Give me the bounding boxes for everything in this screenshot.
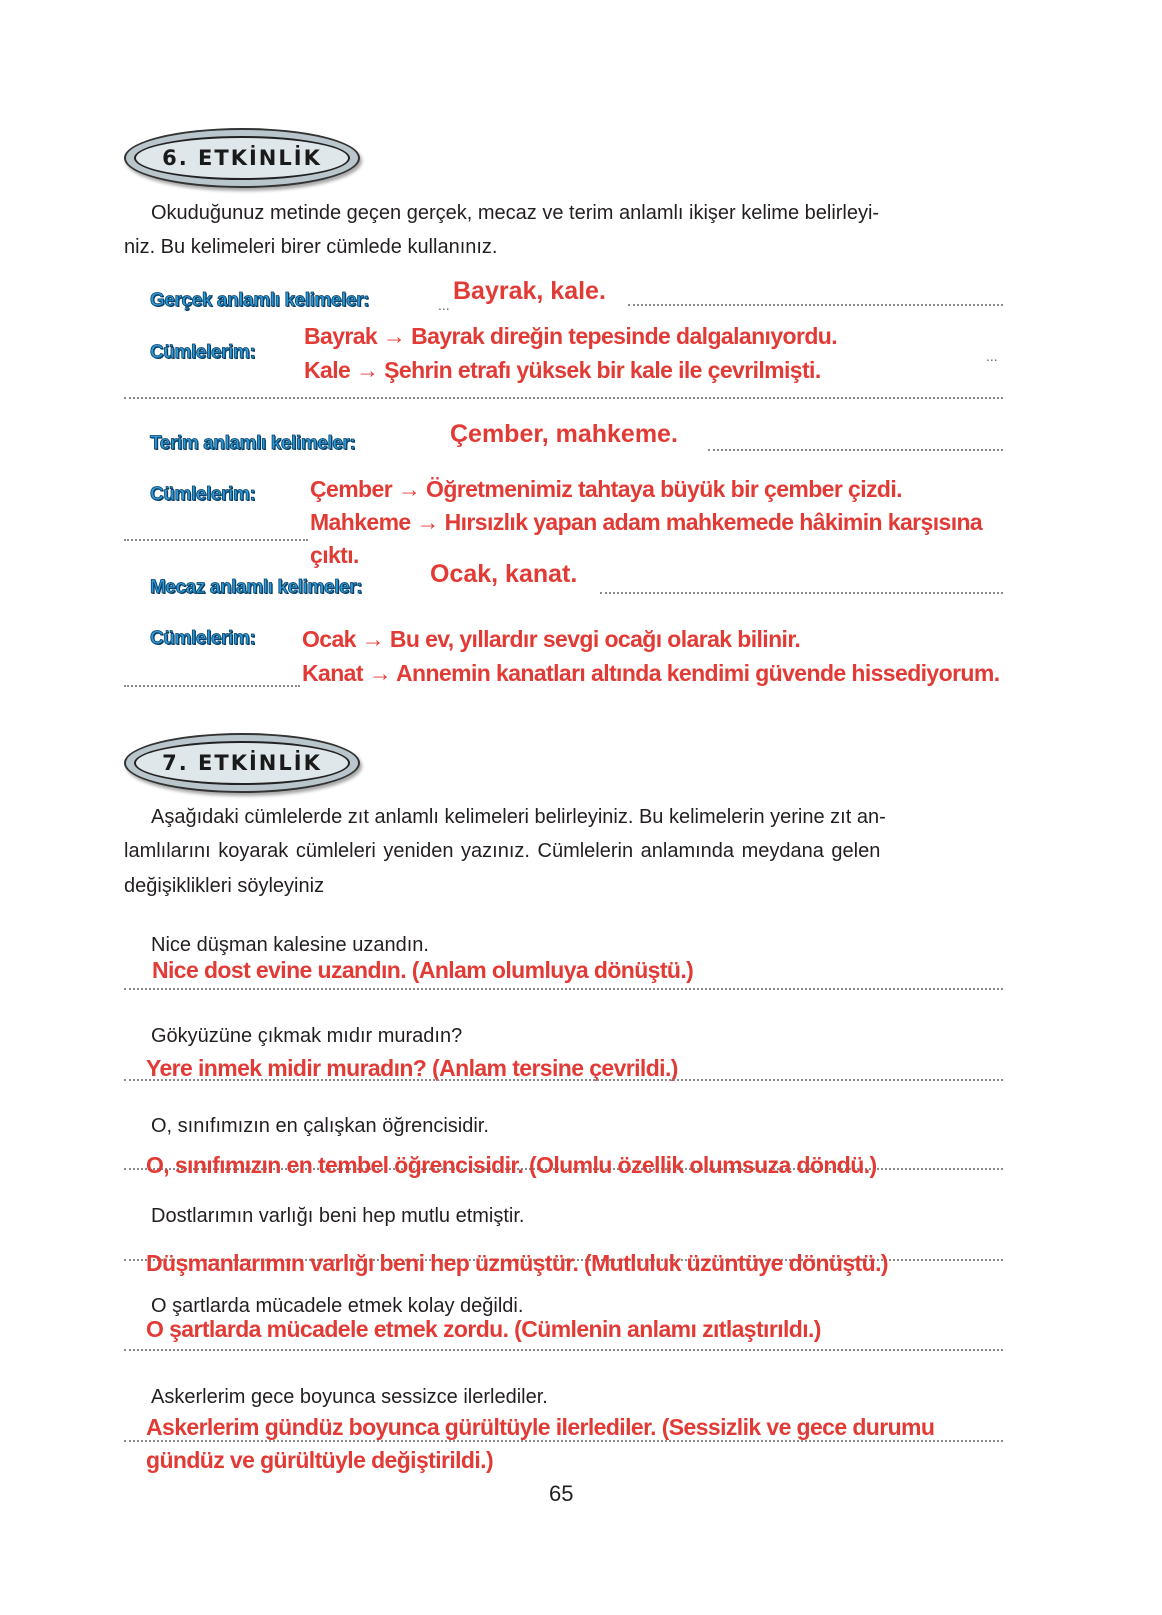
- activity-6-badge: [124, 128, 360, 188]
- term-sentence-answer: Çember → Öğretmenimiz tahtaya büyük bir çember çizdi.: [310, 476, 902, 502]
- instruction-line: Okuduğunuz metinde geçen gerçek, mecaz ve terim anlamlı ikişer kelime belirleyi-: [151, 202, 880, 224]
- sentences-label: Cümlelerim:: [150, 484, 256, 505]
- answer-sentence: gündüz ve gürültüyle değiştirildi.): [146, 1447, 494, 1473]
- sentences-label: Cümlelerim:: [150, 342, 256, 363]
- figurative-sentence-answer: Kanat → Annemin kanatları altında kendimi güvende hissediyorum.: [302, 660, 1000, 686]
- real-sentence-answer: Kale → Şehrin etrafı yüksek bir kale ile çevrilmişti.: [304, 357, 821, 383]
- prompt-sentence: O şartlarda mücadele etmek kolay değildi.: [151, 1295, 524, 1317]
- term-sentence-answer: Mahkeme → Hırsızlık yapan adam mahkemede hâkimin karşısına: [310, 509, 983, 535]
- answer-line: [708, 449, 1003, 451]
- answer-line: [124, 397, 1003, 399]
- answer-line: [628, 304, 1003, 306]
- answer-sentence: Yere inmek midir muradın? (Anlam tersine çevrildi.): [146, 1055, 678, 1081]
- answer-line: [124, 1440, 1003, 1442]
- dots: ...: [438, 297, 450, 313]
- answer-sentence: Askerlerim gündüz boyunca gürültüyle ilerlediler. (Sessizlik ve gece durumu: [146, 1414, 935, 1440]
- figurative-sentence-answer: Ocak → Bu ev, yıllardır sevgi ocağı olarak bilinir.: [302, 626, 801, 652]
- page-number: 65: [549, 1481, 574, 1506]
- answer-sentence: Düşmanlarımın varlığı beni hep üzmüştür. (Mutluluk üzüntüye dönüştü.): [146, 1250, 888, 1276]
- dots: ...: [986, 348, 998, 364]
- real-sentence-answer: Bayrak → Bayrak direğin tepesinde dalgalanıyordu.: [304, 323, 838, 349]
- instruction-line: Aşağıdaki cümlelerde zıt anlamlı kelimeleri belirleyiniz. Bu kelimelerin yerine zıt an-: [151, 806, 886, 828]
- instruction-line: değişiklikleri söyleyiniz: [124, 875, 325, 897]
- answer-line: [124, 539, 308, 541]
- answer-line: [124, 685, 300, 687]
- prompt-sentence: Dostlarımın varlığı beni hep mutlu etmiştir.: [151, 1205, 525, 1227]
- answer-line: [124, 988, 1003, 990]
- answer-line: [124, 1079, 1003, 1081]
- prompt-sentence: Nice düşman kalesine uzandın.: [151, 934, 429, 956]
- activity-7-badge: [124, 733, 360, 793]
- activity-6-title: 6. ETKİNLİK: [162, 146, 322, 170]
- sentences-label: Cümlelerim:: [150, 628, 256, 649]
- prompt-sentence: Askerlerim gece boyunca sessizce ilerlediler.: [151, 1386, 548, 1408]
- term-sentence-answer: çıktı.: [310, 542, 359, 568]
- prompt-sentence: O, sınıfımızın en çalışkan öğrencisidir.: [151, 1115, 489, 1137]
- answer-sentence: O şartlarda mücadele etmek zordu. (Cümlenin anlamı zıtlaştırıldı.): [146, 1316, 821, 1342]
- figurative-words-answer: Ocak, kanat.: [430, 560, 578, 588]
- answer-line: [600, 592, 1003, 594]
- term-words-answer: Çember, mahkeme.: [450, 420, 678, 448]
- answer-sentence: O, sınıfımızın en tembel öğrencisidir. (Olumlu özellik olumsuza döndü.): [146, 1152, 877, 1178]
- real-words-answer: Bayrak, kale.: [453, 277, 606, 305]
- instruction-line: lamlılarını koyarak cümleleri yeniden yazınız. Cümlelerin anlamında meydana gelen: [124, 840, 881, 862]
- term-words-label: Terim anlamlı kelimeler:: [150, 433, 356, 454]
- prompt-sentence: Gökyüzüne çıkmak mıdır muradın?: [151, 1025, 463, 1047]
- activity-7-title: 7. ETKİNLİK: [162, 751, 322, 775]
- answer-sentence: Nice dost evine uzandın. (Anlam olumluya dönüştü.): [152, 957, 694, 983]
- real-words-label: Gerçek anlamlı kelimeler:: [150, 290, 370, 311]
- instruction-line: niz. Bu kelimeleri birer cümlede kullanınız.: [124, 236, 498, 258]
- answer-line: [124, 1349, 1003, 1351]
- figurative-words-label: Mecaz anlamlı kelimeler:: [150, 577, 363, 598]
